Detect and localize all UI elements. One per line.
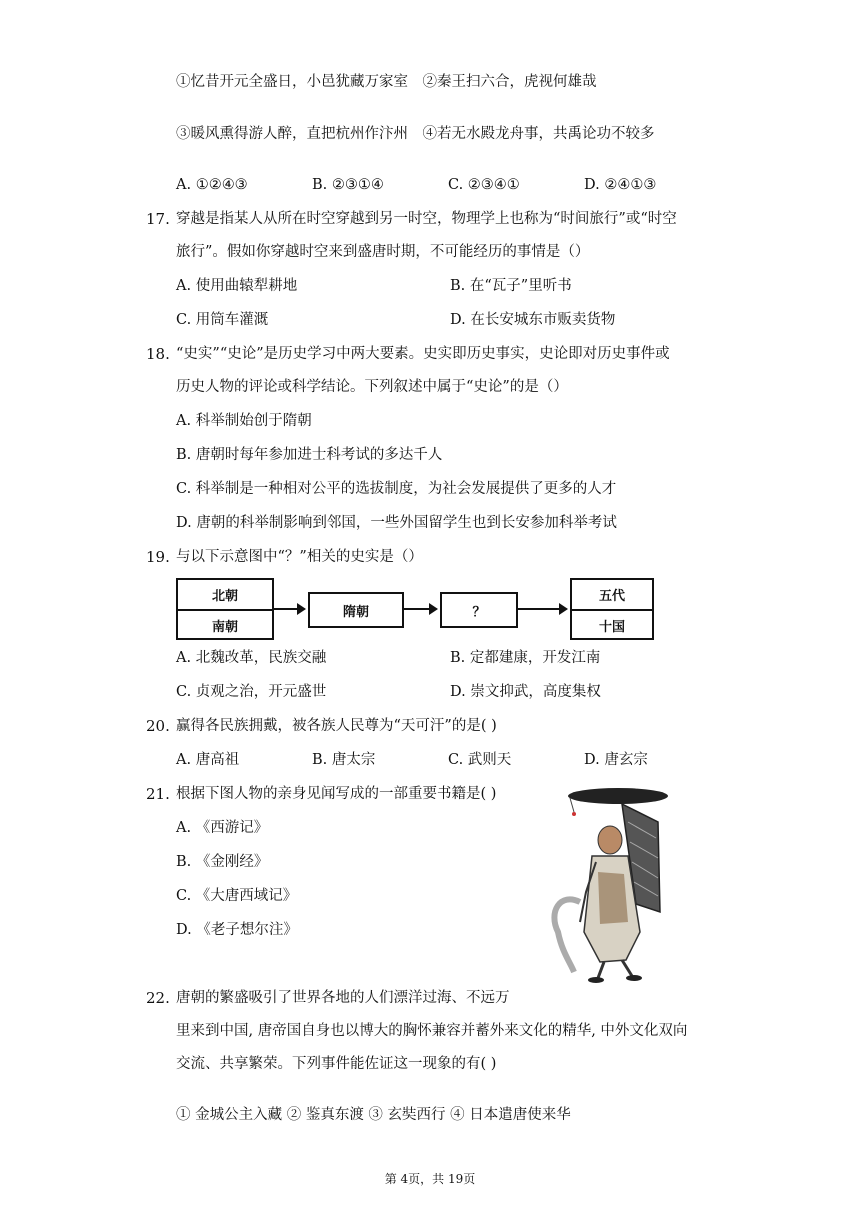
dynasty-flow-diagram [176, 578, 656, 640]
box-label-north: 北朝 [178, 580, 272, 611]
page-footer: 第 4页，共 19页 [384, 1172, 476, 1186]
q18-option-d[interactable]: D. 唐朝的科举制影响到邻国，一些外国留学生也到长安参加科举考试 [176, 515, 617, 531]
q19-option-d[interactable]: D. 崇文抑武，高度集权 [450, 684, 601, 700]
box-label-ten-kingdoms: 十国 [598, 620, 625, 635]
q18-option-b[interactable]: B. 唐朝时每年参加进士科考试的多达千人 [176, 447, 443, 463]
q16-option-d[interactable]: D. ②④①③ [584, 177, 657, 193]
poem-line-1: ①忆昔开元全盛日，小邑犹藏万家室 ②秦王扫六合，虎视何雄哉 [176, 74, 597, 90]
q16-option-c[interactable]: C. ②③④① [448, 177, 520, 193]
q17-option-d[interactable]: D. 在长安城东市贩卖货物 [450, 312, 616, 328]
q22-number: 22. [146, 989, 170, 1007]
arrow-2 [404, 608, 436, 610]
q19-option-a[interactable]: A. 北魏改革，民族交融 [176, 650, 327, 666]
xuanzang-illustration [540, 782, 670, 986]
q21-option-a[interactable]: A. 《西游记》 [176, 820, 269, 836]
q19-stem: 与以下示意图中“？”相关的史实是（） [176, 549, 423, 565]
q22-event-items: ① 金城公主入藏 ② 鉴真东渡 ③ 玄奘西行 ④ 日本遣唐使来华 [176, 1107, 571, 1123]
q18-option-c[interactable]: C. 科举制是一种相对公平的选拔制度，为社会发展提供了更多的人才 [176, 481, 617, 497]
box-sui-dynasty: 隋朝 [308, 592, 404, 628]
q17-number: 17. [146, 210, 170, 228]
q18-option-a[interactable]: A. 科举制始创于隋朝 [176, 413, 312, 429]
q20-number: 20. [146, 717, 170, 735]
q20-option-a[interactable]: A. 唐高祖 [176, 752, 240, 768]
q22-stem-line-1: 唐朝的繁盛吸引了世界各地的人们漂洋过海、不远万 [176, 990, 510, 1006]
q22-stem-line-2: 里来到中国, 唐帝国自身也以博大的胸怀兼容并蓄外来文化的精华, 中外文化双向 [176, 1023, 688, 1039]
q17-option-c[interactable]: C. 用筒车灌溉 [176, 312, 269, 328]
q19-option-b[interactable]: B. 定都建康，开发江南 [450, 650, 601, 666]
q16-option-a[interactable]: A. ①②④③ [176, 177, 248, 193]
q18-stem-line-2: 历史人物的评论或科学结论。下列叙述中属于“史论”的是（） [176, 379, 568, 395]
q22-stem-line-3: 交流、共享繁荣。下列事件能佐证这一现象的有( ) [176, 1056, 497, 1072]
q16-option-b[interactable]: B. ②③①④ [312, 177, 384, 193]
q18-stem-line-1: “史实”“史论”是历史学习中两大要素。史实即历史事实，史论即对历史事件或 [176, 346, 670, 362]
q20-stem: 赢得各民族拥戴，被各族人民尊为“天可汗”的是( ) [176, 718, 497, 734]
q17-option-b[interactable]: B. 在“瓦子”里听书 [450, 278, 572, 294]
q20-option-c[interactable]: C. 武则天 [448, 752, 512, 768]
box-unknown-dynasty: ？ [440, 592, 518, 628]
q18-number: 18. [146, 345, 170, 363]
box-north-south-dynasties [176, 578, 274, 640]
q17-option-a[interactable]: A. 使用曲辕犁耕地 [176, 278, 298, 294]
q21-stem: 根据下图人物的亲身见闻写成的一部重要书籍是( ) [176, 786, 497, 802]
box-label-south: 南朝 [211, 620, 238, 635]
poem-line-2: ③暖风熏得游人醉，直把杭州作汴州 ④若无水殿龙舟事，共禹论功不较多 [176, 126, 655, 142]
q21-option-d[interactable]: D. 《老子想尔注》 [176, 922, 298, 938]
q19-option-c[interactable]: C. 贞观之治，开元盛世 [176, 684, 327, 700]
arrow-1 [274, 608, 304, 610]
q17-stem-line-1: 穿越是指某人从所在时空穿越到另一时空，物理学上也称为“时间旅行”或“时空 [176, 211, 677, 227]
arrow-3 [518, 608, 566, 610]
box-five-dynasties-ten-kingdoms [570, 578, 654, 640]
q21-option-b[interactable]: B. 《金刚经》 [176, 854, 269, 870]
q17-stem-line-2: 旅行”。假如你穿越时空来到盛唐时期，不可能经历的事情是（） [176, 244, 590, 260]
q21-number: 21. [146, 785, 170, 803]
box-label-five-dynasties: 五代 [572, 580, 652, 611]
q20-option-d[interactable]: D. 唐玄宗 [584, 752, 648, 768]
monk-figure-svg [540, 782, 670, 986]
q20-option-b[interactable]: B. 唐太宗 [312, 752, 376, 768]
q21-option-c[interactable]: C. 《大唐西域记》 [176, 888, 298, 904]
q19-number: 19. [146, 548, 170, 566]
